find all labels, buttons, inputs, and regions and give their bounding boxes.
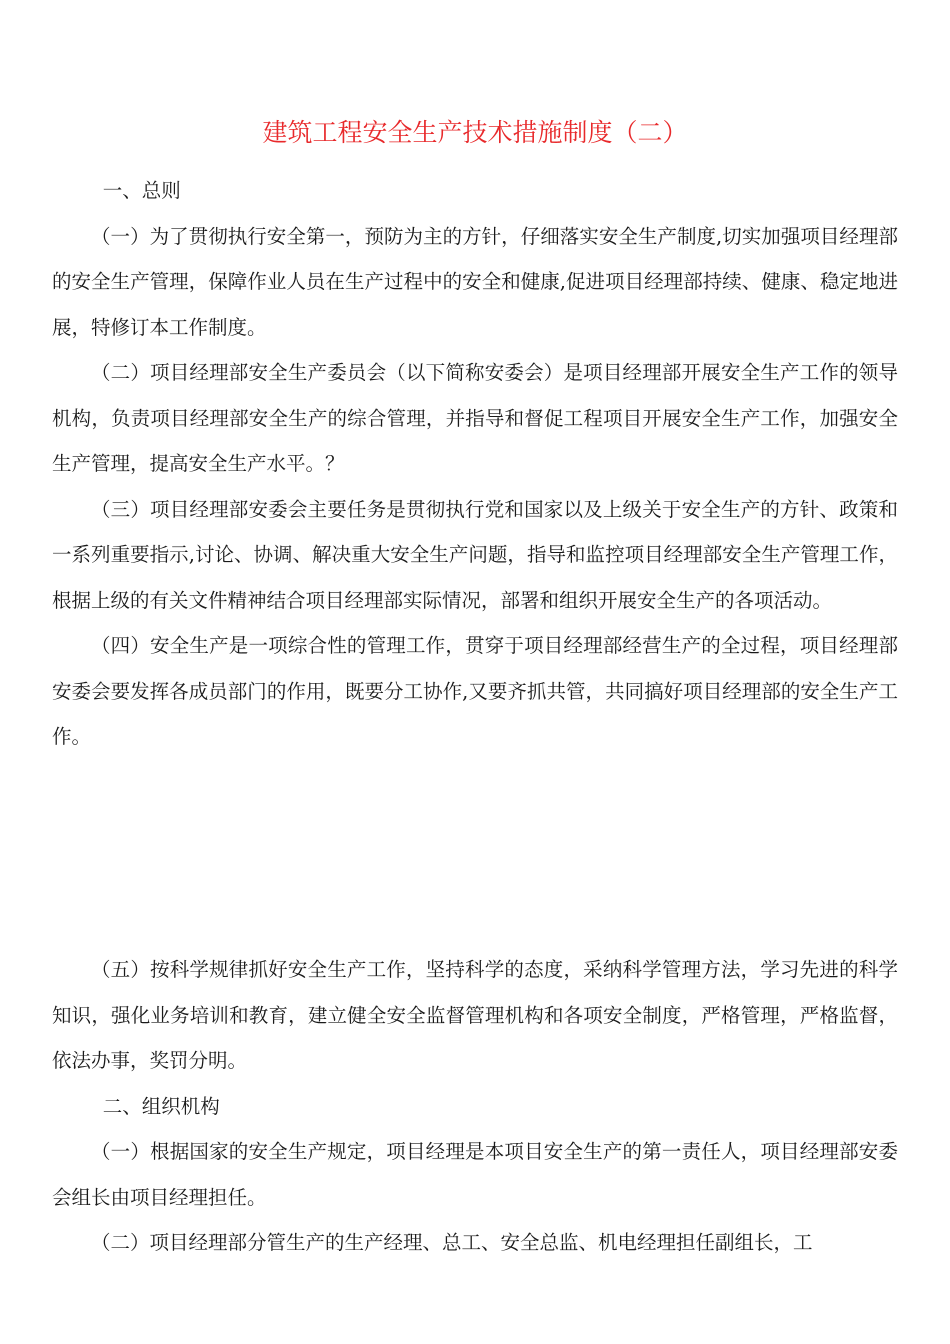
text-block-lower	[52, 947, 898, 1266]
paragraph-3: （三）项目经理部安委会主要任务是贯彻执行党和国家以及上级关于安全生产的方针、政策和一系列重要指示,讨论、协调、解决重大安全生产问题，指导和监控项目经理部安全生产管理工作，根据上级的有关文件精神结合项目经理部实际情况，部署和组织开展安全生产的各项活动。	[52, 497, 898, 612]
paragraph-7: （二）项目经理部分管生产的生产经理、总工、安全总监、机电经理担任副组长，工	[91, 1231, 813, 1254]
section-heading-organization: 二、组织机构	[102, 1094, 220, 1118]
text-block-upper	[52, 168, 898, 760]
section-heading-general: 一、总则	[102, 179, 181, 202]
paragraph-5: （五）按科学规律抓好安全生产工作，坚持科学的态度，采纳科学管理方法，学习先进的科学知识，强化业务培训和教育，建立健全安全监督管理机构和各项安全制度，严格管理，严格监督，依法办事，奖罚分明。	[52, 958, 898, 1072]
paragraph-4: （四）安全生产是一项综合性的管理工作，贯穿于项目经理部经营生产的全过程，项目经理部安委会要发挥各成员部门的作用，既要分工协作,又要齐抓共管，共同搞好项目经理部的安全生产工作。	[52, 634, 898, 748]
document-title: 建筑工程安全生产技术措施制度（二）	[262, 118, 688, 147]
paragraph-1: （一）为了贯彻执行安全第一，预防为主的方针，仔细落实安全生产制度,切实加强项目经理部的安全生产管理，保障作业人员在生产过程中的安全和健康,促进项目经理部持续、健康、稳定地进展，特修订本工作制度。	[52, 224, 898, 339]
paragraph-6: （一）根据国家的安全生产规定，项目经理是本项目安全生产的第一责任人，项目经理部安委会组长由项目经理担任。	[52, 1140, 898, 1209]
paragraph-2: （二）项目经理部安全生产委员会（以下简称安委会）是项目经理部开展安全生产工作的领导机构，负责项目经理部安全生产的综合管理，并指导和督促工程项目开展安全生产工作，加强安全生产管理，提高安全生产水平。？	[52, 361, 898, 475]
